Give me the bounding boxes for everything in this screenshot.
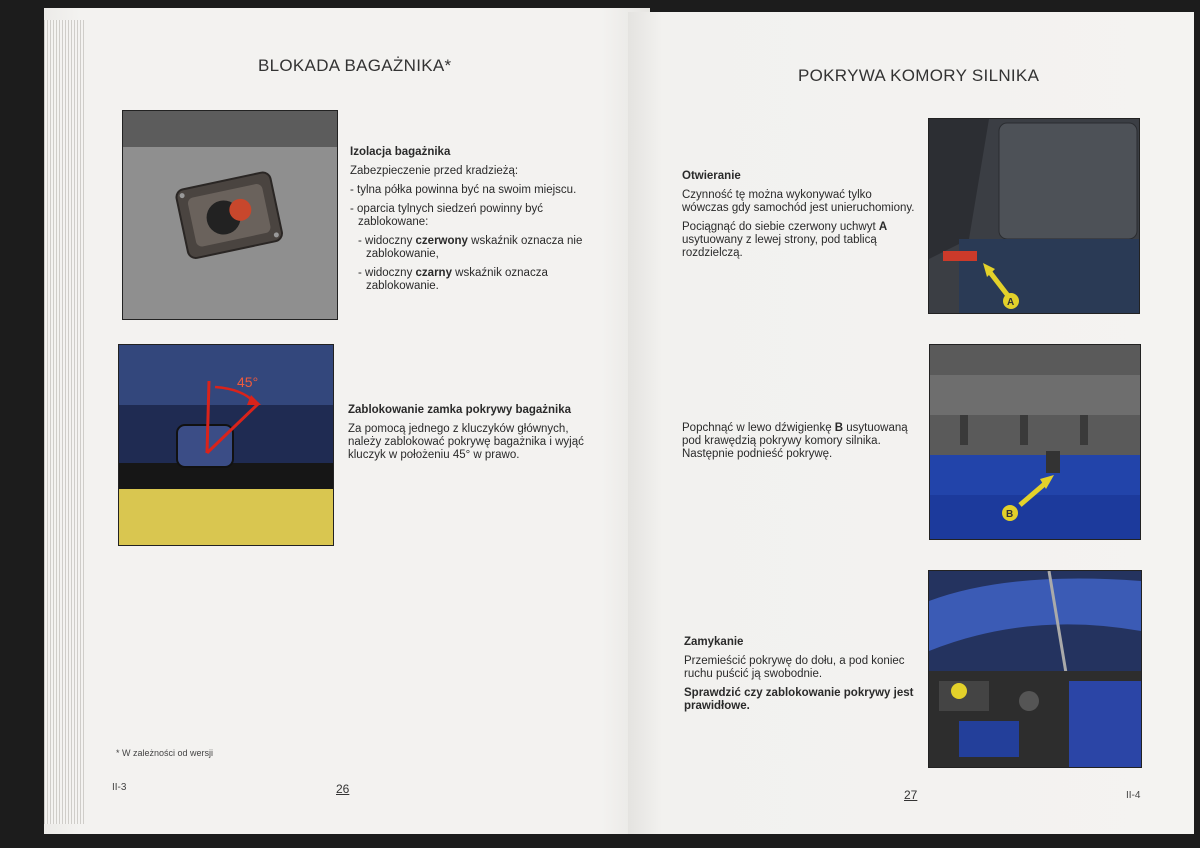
trunk-isolation-bullet-4: - widoczny czarny wskaźnik oznacza zablokowanie. (358, 267, 548, 292)
angle-label: 45° (237, 374, 259, 390)
trunk-isolation-bullet-1: - tylna półka powinna być na swoim miejscu. (350, 184, 577, 196)
trunk-isolation-bullet-3: - widoczny czerwony wskaźnik oznacza nie zablokowanie, (358, 235, 583, 260)
right-page (628, 12, 1194, 834)
label-a: A (1007, 297, 1015, 308)
trunk-isolation-photo (122, 110, 338, 320)
hood-lever-photo (929, 344, 1141, 540)
manual-spread (18, 8, 1194, 840)
engine-bay-photo (928, 570, 1142, 768)
right-section-code: II-4 (1126, 790, 1141, 801)
page-edges (44, 20, 84, 824)
trunk-lock-text: Za pomocą jednego z kluczyków głównych, należy zablokować pokrywę bagażnika i wyjąć kluczyk w położeniu 45° w prawo. (348, 423, 584, 461)
trunk-isolation-heading: Izolacja bagażnika (350, 146, 451, 158)
trunk-lock-photo (118, 344, 334, 546)
closing-p1: Przemieścić pokrywę do dołu, a pod koniec ruchu puścić ją swobodnie. (684, 655, 905, 680)
right-section-1 (682, 170, 918, 266)
opening-heading: Otwieranie (682, 170, 741, 182)
left-page-number: 26 (336, 782, 350, 796)
right-section-2 (682, 422, 918, 467)
trunk-isolation-intro: Zabezpieczenie przed kradzieżą: (350, 165, 519, 177)
closing-p2: Sprawdzić czy zablokowanie pokrywy jest prawidłowe. (684, 687, 914, 712)
closing-heading: Zamykanie (684, 636, 744, 648)
footnote: * W zależności od wersji (116, 748, 214, 758)
hood-release-photo (928, 118, 1140, 314)
label-b: B (1006, 509, 1014, 520)
right-section-3 (684, 636, 920, 719)
trunk-isolation-bullet-2: - oparcia tylnych siedzeń powinny być zablokowane: (350, 203, 544, 228)
left-section-code: II-3 (112, 782, 127, 793)
right-page-title: POKRYWA KOMORY SILNIKA (798, 66, 1040, 85)
trunk-lock-heading: Zablokowanie zamka pokrywy bagażnika (348, 404, 572, 416)
left-page-title: BLOKADA BAGAŻNIKA* (258, 56, 452, 75)
left-page (44, 8, 650, 834)
left-section-1 (350, 146, 586, 299)
opening-p1: Czynność tę można wykonywać tylko wówczas gdy samochód jest unieruchomiony. (682, 189, 915, 214)
left-section-2 (348, 404, 584, 468)
lever-text: Popchnąć w lewo dźwigienkę B usytuowaną pod krawędzią pokrywy komory silnika. Następnie podnieść pokrywę. (682, 422, 908, 460)
opening-p2: Pociągnąć do siebie czerwony uchwyt A usytuowany z lewej strony, pod tablicą rozdzielczą. (682, 221, 888, 259)
right-page-number: 27 (904, 788, 918, 802)
